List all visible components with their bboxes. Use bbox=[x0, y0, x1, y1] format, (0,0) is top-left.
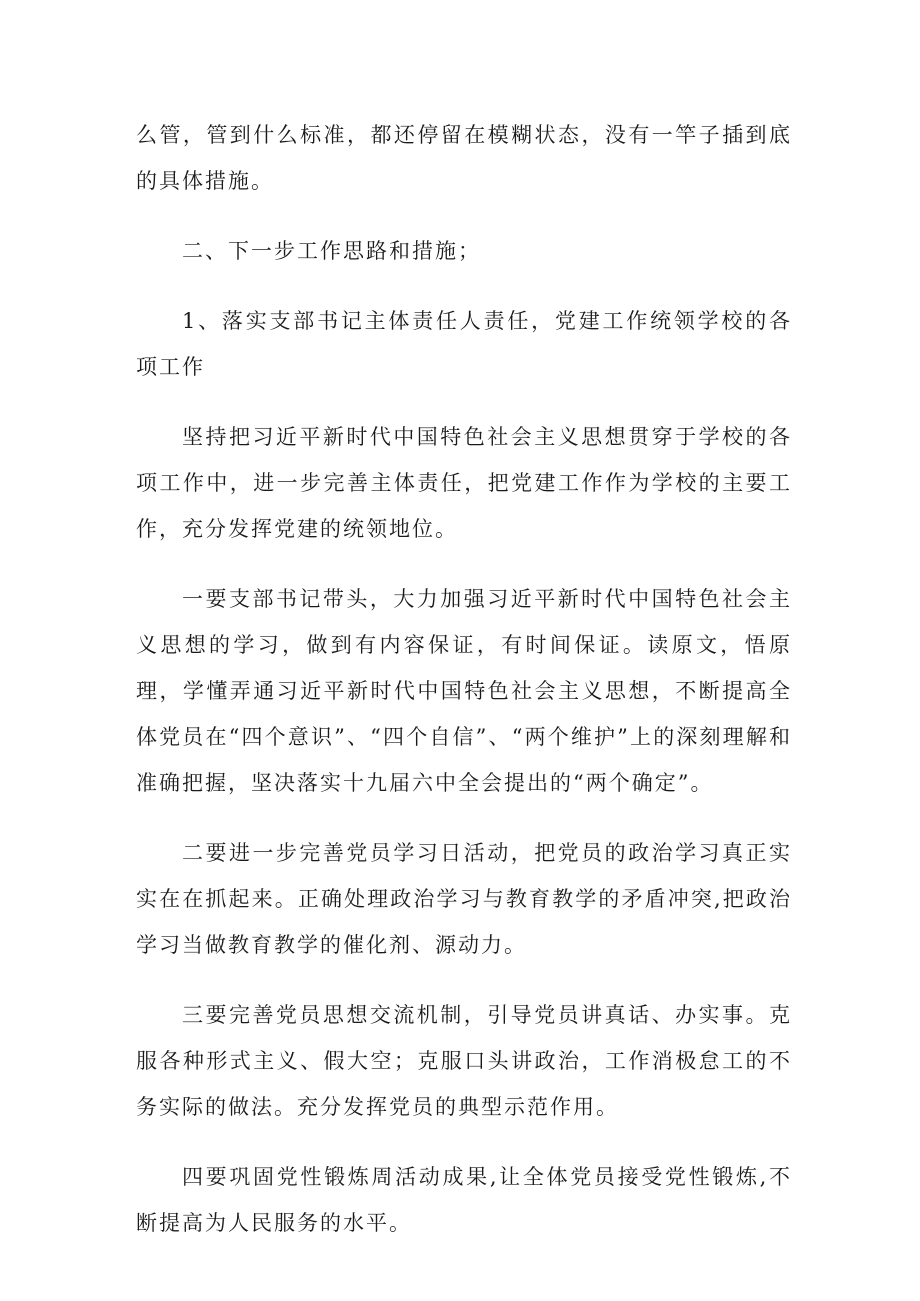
paragraph-point-three: 三要完善党员思想交流机制，引导党员讲真话、办实事。克服各种形式主义、假大空；克服口头讲政治，工作消极怠工的不务实际的做法。充分发挥党员的典型示范作用。 bbox=[136, 1003, 792, 1119]
document-body bbox=[136, 112, 792, 1270]
paragraph-point-one: 一要支部书记带头，大力加强习近平新时代中国特色社会主义思想的学习，做到有内容保证，有时间保证。读原文，悟原理，学懂弄通习近平新时代中国特色社会主义思想，不断提高全体党员在“四个意识”、“四个自信”、“两个维护”上的深刻理解和准确把握，坚决落实十九届六中全会提出的“两个确定”。 bbox=[136, 587, 792, 795]
paragraph-adhere-ideology: 坚持把习近平新时代中国特色社会主义思想贯穿于学校的各项工作中，进一步完善主体责任，把党建工作作为学校的主要工作，充分发挥党建的统领地位。 bbox=[136, 425, 792, 541]
section-heading-next-steps: 二、下一步工作思路和措施； bbox=[182, 239, 481, 263]
paragraph-continuation: 么管，管到什么标准，都还停留在模糊状态，没有一竿子插到底的具体措施。 bbox=[136, 123, 792, 193]
paragraph-point-two: 二要进一步完善党员学习日活动，把党员的政治学习真正实实在在抓起来。正确处理政治学习与教育教学的矛盾冲突,把政治学习当做教育教学的催化剂、源动力。 bbox=[136, 841, 792, 957]
subheading-branch-secretary-responsibility: 1、落实支部书记主体责任人责任，党建工作统领学校的各项工作 bbox=[136, 309, 792, 379]
paragraph-point-four: 四要巩固党性锻炼周活动成果,让全体党员接受党性锻炼,不断提高为人民服务的水平。 bbox=[136, 1165, 792, 1235]
